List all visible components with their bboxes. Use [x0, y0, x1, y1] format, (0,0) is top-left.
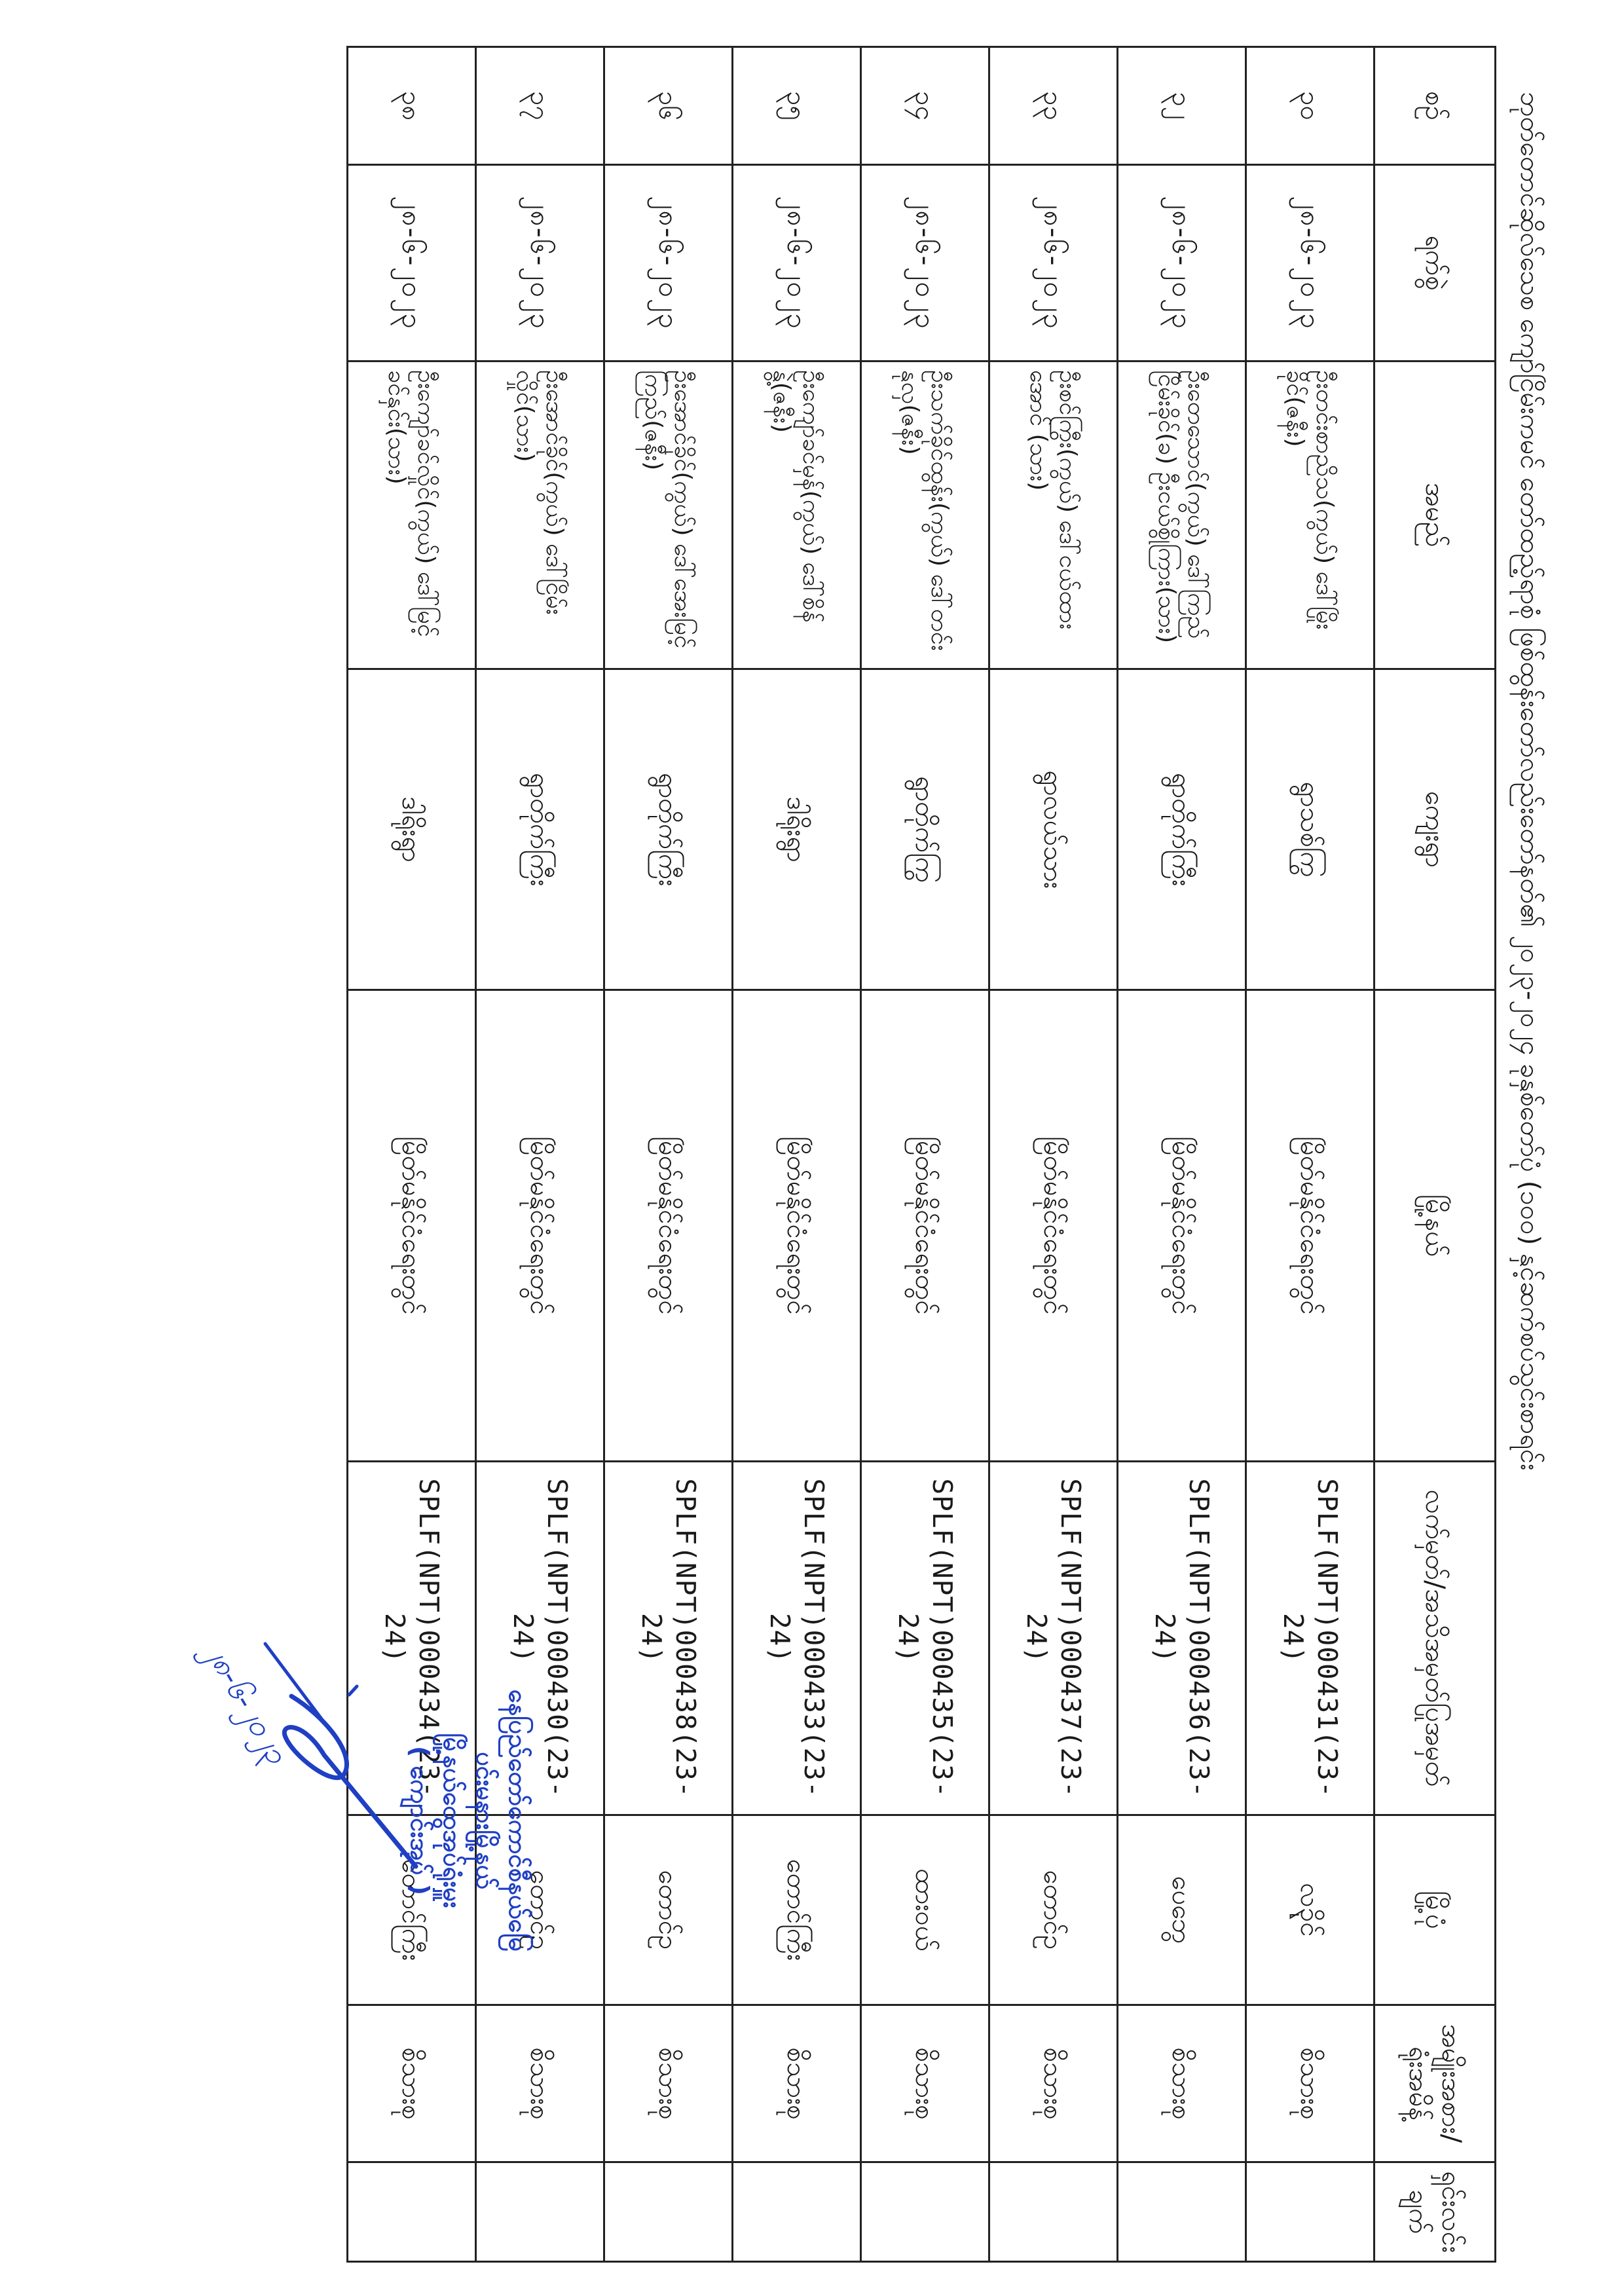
- row-town: တောင်ဥ: [989, 1815, 1118, 2005]
- row-name: ဦးကျော်ခင်လှိုင်(ကွယ်) ဒေါ်မြင့်ခင်နှင်း(သား): [348, 361, 476, 669]
- row-village: ဒါရိုးရွာ: [348, 669, 476, 990]
- row-number: ၃၅: [733, 47, 861, 165]
- row-remark: [989, 2162, 1118, 2262]
- row-remark: [733, 2162, 861, 2262]
- row-cert: SPLF(NPT)000434(23-24): [348, 1462, 476, 1815]
- row-name: ဦးအောင်ခိုင်(ကွယ်) ဒေါ်ငြိမ်းလှိုင်(သား): [476, 361, 604, 669]
- row-township: မြိတ်မနိုင်ငံရေးတွင်: [604, 990, 733, 1462]
- row-type: စိသားစု: [604, 2005, 733, 2162]
- row-remark: [348, 2162, 476, 2262]
- row-type: စိသားစု: [1246, 2005, 1375, 2162]
- row-remark: [604, 2162, 733, 2262]
- column-header: အမျိုးအစား/ရုံးအမိန့်: [1375, 2005, 1496, 2162]
- handwritten-date: ၂၈-၆-၂၀၂၃: [197, 1635, 295, 1769]
- row-date: ၂၈-၆-၂၀၂၃: [861, 165, 989, 361]
- row-type: စိသားစု: [348, 2005, 476, 2162]
- row-number: ၃၂: [1118, 47, 1246, 165]
- official-stamp: [134, 1559, 632, 2083]
- row-village: ရွာလယ်သား: [989, 669, 1118, 990]
- row-number: ၃၈: [348, 47, 476, 165]
- stamp-line: ပင်းမနားမြို့နယ်: [471, 1752, 500, 1889]
- row-cert: SPLF(NPT)000431(23-24): [1246, 1462, 1375, 1815]
- row-township: မြိတ်မနိုင်ငံရေးတွင်: [1246, 990, 1375, 1462]
- row-type: စိသားစု: [989, 2005, 1118, 2162]
- row-township: မြိတ်မနိုင်ငံရေးတွင်: [348, 990, 476, 1462]
- row-village: ရွာသစ်ကြွ: [1246, 669, 1375, 990]
- stamp-line: မြို့နယ်ထွေအုပ်ရုံးမှူး: [438, 1733, 467, 1908]
- row-remark: [476, 2162, 604, 2262]
- row-date: ၂၈-၆-၂၀၂၃: [348, 165, 476, 361]
- row-cert: SPLF(NPT)000433(23-24): [733, 1462, 861, 1815]
- row-name: ဦးတေသောင်(ကွယ်) ဒေါ်ကြည်ငြိမ်းခိုင်(ခ) ဦးငယ်စွိုကြား(သား): [1118, 361, 1246, 669]
- column-header: မြို့နယ်: [1375, 990, 1496, 1462]
- row-date: ၂၈-၆-၂၀၂၃: [989, 165, 1118, 361]
- column-header: ရက်စွဲ: [1375, 165, 1496, 361]
- row-village: ရွာတိုက်ကြွ: [861, 669, 989, 990]
- row-village: ရွာတိုက်ကြီး: [604, 669, 733, 990]
- row-township: မြိတ်မနိုင်ငံရေးတွင်: [861, 990, 989, 1462]
- row-name: ဦးသက်ခိုင်ထွန်း(ကွယ်) ဒေါ်တင်းနုလှ(ဇနီး): [861, 361, 989, 669]
- row-town: တောင်ဥ: [476, 1815, 604, 2005]
- table-row: [733, 47, 861, 2262]
- row-township: မြိတ်မနိုင်ငံရေးတွင်: [733, 990, 861, 1462]
- row-date: ၂၈-၆-၂၀၂၃: [733, 165, 861, 361]
- row-township: မြိတ်မနိုင်ငံရေးတွင်: [476, 990, 604, 1462]
- table-row: [861, 47, 989, 2262]
- row-village: ရွာတိုက်ကြီး: [1118, 669, 1246, 990]
- row-town: တောင်ကြီး: [348, 1815, 476, 2005]
- row-village: ရွာတိုက်ကြီး: [476, 669, 604, 990]
- row-town: တောင်ကြီး: [733, 1815, 861, 2005]
- row-date: ၂၈-၆-၂၀၂၃: [1118, 165, 1246, 361]
- row-number: ၃၄: [861, 47, 989, 165]
- table-row: [1246, 47, 1375, 2262]
- row-cert: SPLF(NPT)000437(23-24): [989, 1462, 1118, 1815]
- row-number: ၃၃: [989, 47, 1118, 165]
- row-township: မြိတ်မနိုင်ငံရေးတွင်: [989, 990, 1118, 1462]
- document-heading: ဘုတ်တောင်ဆိုလ်သေစ ကျော်ငြိမ်းကမင် တော်ထည့်ရာစုံ ဖြစ်ထွန်းတော်လည်းတော်နတ်၏ ၂၀၂၃-၂၀၂၄ ခုနှစ်တော်ပုံ (၁၀၀) နှင့်ဆက်စပ်သွင်းစာရင်း: [1515, 92, 1545, 1471]
- column-header: လက်မှတ်/အသိအမှတ်ပြုအမှတ်: [1375, 1462, 1496, 1815]
- row-type: စိသားစု: [861, 2005, 989, 2162]
- column-header: စဉ်: [1375, 47, 1496, 165]
- signature-mark: [134, 1559, 632, 2083]
- row-number: ၃၀: [1246, 47, 1375, 165]
- stamp-line: နေပြည်တော်ကောင်စီနယ်မြေ: [504, 1689, 532, 1952]
- row-cert: SPLF(NPT)000435(23-24): [861, 1462, 989, 1815]
- row-name: ဦးစင်ကြွီး(ကွယ်) ဒေါ်ငယ်ထားအောင် (သား): [989, 361, 1118, 669]
- row-date: ၂၈-၆-၂၀၂၃: [604, 165, 733, 361]
- row-cert: SPLF(NPT)000436(23-24): [1118, 1462, 1246, 1815]
- row-village: ဒါရိုးရွာ: [733, 669, 861, 990]
- row-cert: SPLF(NPT)000438(23-24): [604, 1462, 733, 1815]
- row-cert: SPLF(NPT)000430(23-24): [476, 1462, 604, 1815]
- row-remark: [861, 2162, 989, 2262]
- table-row: [1118, 47, 1246, 2262]
- row-number: ၃၇: [476, 47, 604, 165]
- row-date: ၂၈-၆-၂၀၂၃: [1246, 165, 1375, 361]
- row-date: ၂၈-၆-၂၀၂၃: [476, 165, 604, 361]
- row-town: တောင်ဥ: [604, 1815, 733, 2005]
- row-type: စိသားစု: [733, 2005, 861, 2162]
- row-township: မြိတ်မနိုင်ငံရေးတွင်: [1118, 990, 1246, 1462]
- row-town: ပေဘွေ: [1118, 1815, 1246, 2005]
- row-type: စိသားစု: [476, 2005, 604, 2162]
- row-remark: [1246, 2162, 1375, 2262]
- row-remark: [1118, 2162, 1246, 2262]
- column-header: ရှင်းလင်း ချက်: [1375, 2162, 1496, 2262]
- column-header: အမည်: [1375, 361, 1496, 669]
- column-header: မြို့ပုံ: [1375, 1815, 1496, 2005]
- row-name: ဦးအောင်ခိုင်(ကွယ်) ဒေါ်အေးမြင့်ကြည်(ဇနီး): [604, 361, 733, 669]
- row-name: ဦးကျော်ခင်မှန်(ကွယ်) ဒေါ်စိန်နွဲ့(ဇနီး): [733, 361, 861, 669]
- table-row: [989, 47, 1118, 2262]
- row-town: လ၃ိုင်: [1246, 1815, 1375, 2005]
- row-name: ဦးတင်းစာညိသ(ကွယ်) ဒေါ်မြိုးခိုင်(ဇနီး): [1246, 361, 1375, 669]
- row-number: ၃၆: [604, 47, 733, 165]
- row-type: စိသားစု: [1118, 2005, 1246, 2162]
- table-header-row: [1375, 47, 1496, 2262]
- row-town: ထားဝယ်: [861, 1815, 989, 2005]
- column-header: ကျေးရွာ: [1375, 669, 1496, 990]
- stamp-line: ( ကျောင်းအုပ် ): [405, 1746, 434, 1895]
